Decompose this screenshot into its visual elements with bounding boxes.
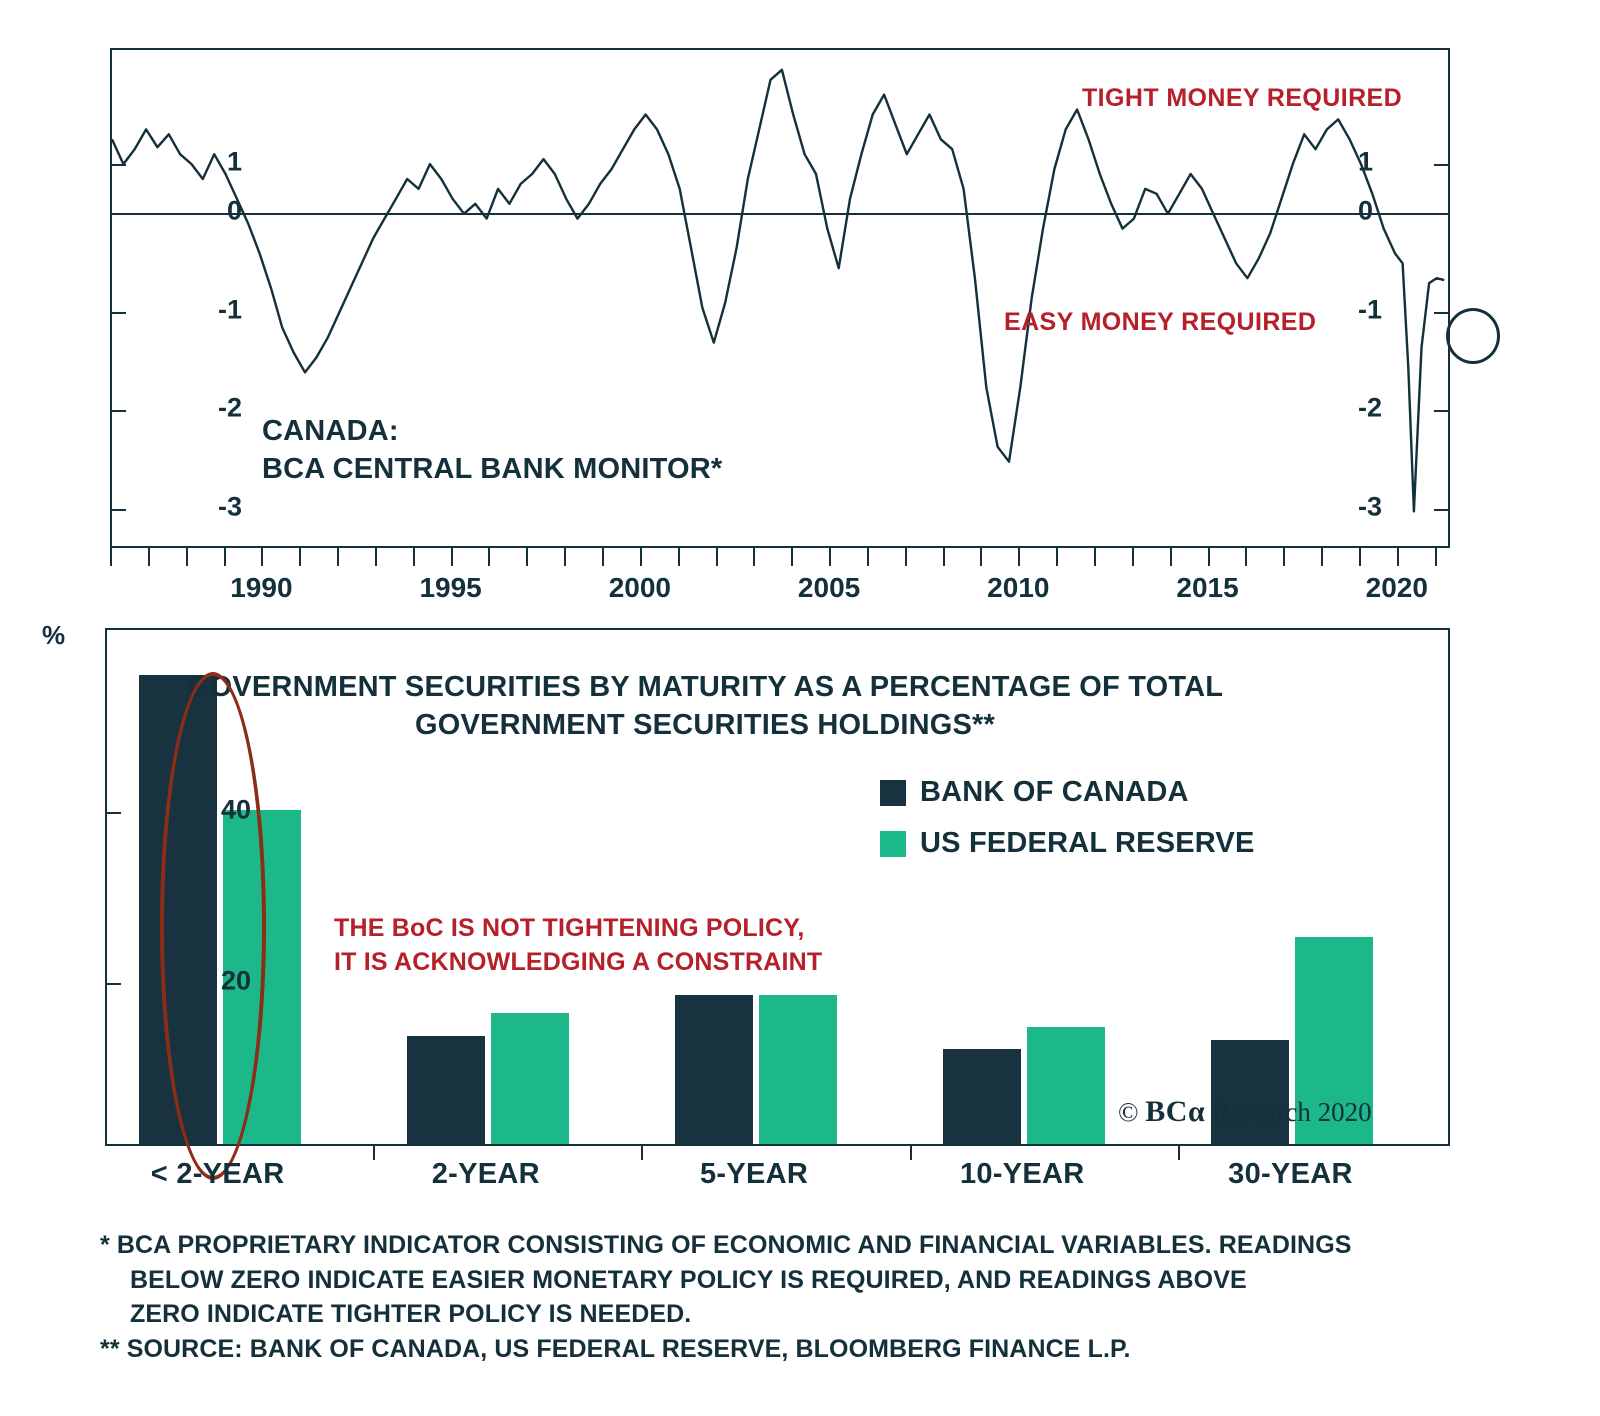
bar-boc-2-year — [407, 1036, 485, 1144]
top-x-tick-1987 — [148, 548, 150, 566]
top-x-tick-2019 — [1359, 548, 1361, 566]
top-x-tick-2009 — [980, 548, 982, 566]
legend-item-fed — [880, 827, 1255, 860]
bar-category-label-0: < 2-YEAR — [150, 1158, 285, 1190]
top-x-tick-2013 — [1132, 548, 1134, 566]
top-x-tick-1995 — [451, 548, 453, 566]
bottom-chart-title-line1: GOVERNMENT SECURITIES BY MATURITY AS A PERCENTAGE OF TOTAL — [186, 671, 1224, 703]
legend-swatch-fed — [880, 831, 906, 857]
top-x-tick-1986 — [110, 548, 112, 566]
ytick-bottom-40: 40 — [220, 794, 251, 825]
top-x-tick-1994 — [413, 548, 415, 566]
top-x-label-1995: 1995 — [419, 572, 482, 603]
top-x-tick-2007 — [905, 548, 907, 566]
top-x-tick-2012 — [1094, 548, 1096, 566]
bar-category-labels — [105, 1158, 1450, 1208]
copyright-notice — [1118, 1095, 1372, 1129]
copyright-symbol: © — [1118, 1097, 1139, 1127]
highlight-circle-2020 — [1446, 308, 1500, 364]
top-x-label-2015: 2015 — [1176, 572, 1239, 603]
top-x-axis-ticks — [110, 548, 1450, 568]
bar-boc-5-year — [675, 995, 753, 1144]
footnote-line-2: BELOW ZERO INDICATE EASIER MONETARY POLICY IS REQUIRED, AND READINGS ABOVE — [130, 1265, 1247, 1294]
top-x-tick-2017 — [1283, 548, 1285, 566]
copyright-year: 2020 — [1317, 1097, 1372, 1127]
top-x-tick-2008 — [943, 548, 945, 566]
top-x-tick-1991 — [299, 548, 301, 566]
bottom-chart-title — [187, 668, 1223, 745]
top-x-tick-1988 — [186, 548, 188, 566]
bar-fed-2-year — [491, 1013, 569, 1144]
bottom-chart-title-line2: GOVERNMENT SECURITIES HOLDINGS** — [414, 709, 996, 742]
ytick-top-right-0: 0 — [1358, 195, 1374, 226]
constraint-annotation-line1: THE BoC IS NOT TIGHTENING POLICY, — [334, 914, 805, 942]
top-x-label-2020: 2020 — [1365, 572, 1428, 603]
ytick-top-left-neg3: -3 — [217, 491, 242, 522]
ytick-top-left-0: 0 — [226, 195, 242, 226]
top-x-tick-2000 — [640, 548, 642, 566]
legend-swatch-boc — [880, 780, 906, 806]
top-x-tick-2006 — [867, 548, 869, 566]
top-x-tick-2002 — [716, 548, 718, 566]
ytick-top-right-neg3: -3 — [1358, 491, 1383, 522]
legend-label-boc: BANK OF CANADA — [920, 776, 1189, 808]
top-x-tick-2003 — [753, 548, 755, 566]
bar-category-label-3: 10-YEAR — [959, 1158, 1085, 1190]
footnote-line-1: * BCA PROPRIETARY INDICATOR CONSISTING OF ECONOMIC AND FINANCIAL VARIABLES. READINGS — [100, 1231, 1352, 1259]
bar-category-label-2: 5-YEAR — [699, 1158, 809, 1190]
top-x-tick-2014 — [1170, 548, 1172, 566]
top-x-tick-1992 — [337, 548, 339, 566]
top-x-tick-2015 — [1208, 548, 1210, 566]
top-x-tick-2005 — [829, 548, 831, 566]
top-x-tick-2011 — [1056, 548, 1058, 566]
top-chart-title-line2: BCA CENTRAL BANK MONITOR* — [262, 453, 723, 486]
copyright-research-text: Research — [1211, 1097, 1311, 1127]
top-x-label-2000: 2000 — [608, 572, 671, 603]
ytick-top-right-neg2: -2 — [1358, 392, 1383, 423]
footnote-line-3: ZERO INDICATE TIGHTER POLICY IS NEEDED. — [130, 1300, 692, 1328]
ytick-top-right-neg1: -1 — [1358, 294, 1383, 325]
bar-category-label-4: 30-YEAR — [1228, 1158, 1353, 1190]
tick-bottom-40 — [107, 812, 121, 814]
top-x-tick-1993 — [375, 548, 377, 566]
ytick-top-left-neg1: -1 — [217, 294, 242, 325]
top-x-tick-1998 — [564, 548, 566, 566]
bar-fed-5-year — [759, 995, 837, 1144]
footnote-line-4: ** SOURCE: BANK OF CANADA, US FEDERAL RESERVE, BLOOMBERG FINANCE L.P. — [100, 1334, 1131, 1363]
top-x-tick-1999 — [602, 548, 604, 566]
legend-item-boc — [880, 776, 1255, 809]
bar-boc-10-year — [943, 1049, 1021, 1144]
tight-money-annotation: TIGHT MONEY REQUIRED — [1082, 84, 1403, 112]
bar-category-label-1: 2-YEAR — [431, 1158, 540, 1190]
top-x-label-1990: 1990 — [230, 572, 293, 603]
ytick-top-right-1: 1 — [1358, 146, 1374, 177]
tick-bottom-20 — [107, 983, 121, 985]
legend-label-fed: US FEDERAL RESERVE — [920, 827, 1255, 859]
top-x-tick-2004 — [791, 548, 793, 566]
top-x-label-2005: 2005 — [797, 572, 861, 603]
top-x-axis-labels — [110, 572, 1450, 612]
constraint-annotation-line2: IT IS ACKNOWLEDGING A CONSTRAINT — [334, 947, 823, 976]
top-x-tick-2016 — [1245, 548, 1247, 566]
top-x-tick-2001 — [678, 548, 680, 566]
easy-money-annotation: EASY MONEY REQUIRED — [1004, 308, 1317, 336]
top-chart-title — [262, 412, 722, 489]
ytick-top-left-neg2: -2 — [217, 392, 242, 423]
top-x-tick-2021 — [1435, 548, 1437, 566]
bar-chart-legend — [880, 776, 1255, 878]
bca-logo-text: BCα — [1145, 1095, 1206, 1128]
constraint-annotation — [334, 912, 822, 980]
top-x-tick-1996 — [488, 548, 490, 566]
top-x-tick-2020 — [1397, 548, 1399, 566]
top-chart-title-line1: CANADA: — [262, 415, 399, 447]
top-x-tick-2010 — [1018, 548, 1020, 566]
ytick-bottom-20: 20 — [220, 965, 251, 996]
top-x-tick-1989 — [224, 548, 226, 566]
ytick-top-left-1: 1 — [226, 146, 242, 177]
highlight-oval-under-2year — [160, 672, 266, 1180]
footnotes — [100, 1228, 1550, 1366]
top-x-tick-1990 — [261, 548, 263, 566]
top-x-tick-2018 — [1321, 548, 1323, 566]
top-x-tick-1997 — [526, 548, 528, 566]
percent-axis-symbol: % — [42, 620, 66, 650]
top-x-label-2010: 2010 — [987, 572, 1050, 603]
bar-fed-10-year — [1027, 1027, 1105, 1144]
